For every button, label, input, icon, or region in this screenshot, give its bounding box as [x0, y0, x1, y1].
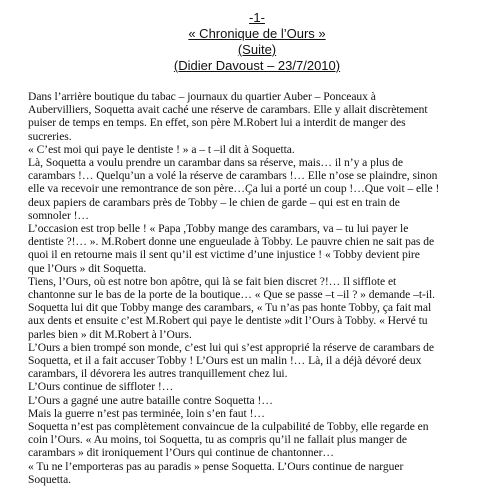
text-line: Aubervilliers, Soquetta avait caché une réserve de carambars. Elle y allait discrètement — [28, 103, 428, 117]
text-line: quoi il en retourne mais il sent qu’il est victime d’une injustice ! « Tobby devient pire — [28, 248, 420, 262]
document-header — [30, 10, 484, 74]
page-number: -1- — [249, 10, 265, 25]
text-line: Soquetta. — [28, 472, 72, 486]
text-line: carambars » dit ironiquement l’Ours qui continue de chantonner… — [28, 446, 334, 460]
text-line: Là, Soquetta a voulu prendre un carambar dans sa réserve, mais… il n’y a plus de — [28, 156, 403, 170]
text-line: L’Ours continue de siffloter !… — [28, 380, 174, 394]
text-line: somnoler !… — [28, 208, 89, 222]
text-line: Soquetta n’est pas complètement convaincue de la culpabilité de Tobby, elle regarde en — [28, 420, 429, 434]
text-line: sucreries. — [28, 129, 72, 143]
text-line: chantonne sur le bas de la porte de la boutique… « Que se passe –t –il ? » demande –t-il. — [28, 288, 436, 302]
chronicle-subtitle: (Suite) — [237, 42, 277, 57]
author-date: (Didier Davoust – 23/7/2010) — [173, 58, 341, 73]
text-line: Mais la guerre n’est pas terminée, loin s’en faut !… — [28, 406, 265, 420]
text-line: puiser de temps en temps. En effet, son père M.Robert lui a interdit de manger des — [28, 116, 406, 130]
text-line: carambars !… Quelqu’un a volé la réserve de carambars !… Elle n’ose se plaindre, sinon — [28, 169, 438, 183]
text-line: elle va recevoir une remontrance de son père…Ça lui a porté un coup !…Que voit – elle ! — [28, 182, 440, 196]
text-line: L’Ours a bien trompé son monde, c’est lui qui s’est approprié la réserve de carambars de — [28, 340, 434, 354]
text-line: carambars, il dévorera les autres tranquillement chez lui. — [28, 367, 288, 381]
text-line: aux dents et ensuite c’est M.Robert qui paye le dentiste »dit l’Ours à Tobby. « Hervé tu — [28, 314, 428, 328]
text-line: dentiste ?!… ». M.Robert donne une engueulade à Tobby. Le pauvre chien ne sait pas de — [28, 235, 435, 249]
text-line: Tiens, l’Ours, où est notre bon apôtre, qui là se fait bien discret ?!… Il sifflote et — [28, 274, 397, 288]
text-line: L’occasion est trop belle ! « Papa ,Tobby mange des carambars, va – tu lui payer le — [28, 222, 409, 236]
text-line: Soquetta, et il a fait accuser Tobby ! L’Ours est un malin !… Là, il a déjà dévoré deux — [28, 354, 422, 368]
text-line: Dans l’arrière boutique du tabac – journaux du quartier Auber – Ponceaux à — [28, 90, 376, 103]
text-line: « C’est moi qui paye le dentiste ! » a – t –il dit à Soquetta. — [28, 142, 295, 156]
text-line: parles bien » dit M.Robert à l’Ours. — [28, 327, 192, 341]
text-line: « Tu ne l’emporteras pas au paradis » pense Soquetta. L’Ours continue de narguer — [28, 459, 404, 473]
text-line: deux papiers de carambars près de Tobby – le chien de garde – qui est en train de — [28, 195, 400, 209]
text-line: L’Ours a gagné une autre bataille contre Soquetta !… — [28, 393, 273, 407]
text-line: coin l’Ours. « Au moins, toi Soquetta, tu as compris qu’il ne fallait plus manger de — [28, 433, 407, 447]
text-line: Soquetta lui dit que Tobby mange des carambars, « Tu n’as pas honte Tobby, ça fait mal — [28, 301, 432, 315]
chronicle-title: « Chronique de l’Ours » — [188, 26, 326, 41]
document-body — [28, 90, 484, 486]
text-line: que l’Ours » dit Soquetta. — [28, 261, 147, 275]
